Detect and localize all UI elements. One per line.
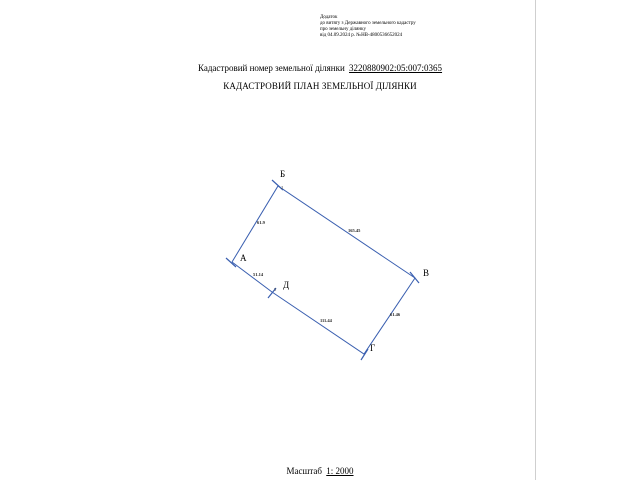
vertex-label-b: Б [280,169,286,179]
scale-label: Масштаб [286,466,323,476]
side-length-ab: 61.9 [257,220,265,225]
tick-v [410,272,419,283]
plan-title: КАДАСТРОВИЙ ПЛАН ЗЕМЕЛЬНОЇ ДІЛЯНКИ [223,81,417,91]
tick-a [226,258,236,267]
side-length-da: 51.14 [253,272,264,277]
cadastral-number: 3220880902:05:007:0365 [349,63,443,73]
annex-line-4: від 04.09.2024 р. №НВ-4800536652024 [320,33,403,38]
vertex-label-d: Д [283,280,290,290]
vertex-label-v: В [423,268,430,278]
vertex-number-b: 2 [281,185,284,190]
annex-line-1: Додаток [320,15,338,20]
scale-row [0,465,640,477]
vertex-number-d: 5 [274,287,277,292]
vertex-label-g: Г [370,343,376,353]
tick-g [361,349,368,360]
annex-line-3: про земельну ділянку [320,27,366,32]
side-length-gd: 111.44 [320,318,332,323]
annex-line-2: до витягу з Державного земельного кадастру [320,21,416,26]
side-length-vg: 61.46 [390,312,401,317]
plot-boundary [232,186,415,354]
side-length-bv: 165.45 [348,228,361,233]
vertex-ticks [226,180,419,360]
scale-value: 1: 2000 [326,466,354,476]
cadastral-number-label: Кадастровий номер земельної ділянки [197,63,345,73]
vertex-label-a: А [240,253,247,263]
